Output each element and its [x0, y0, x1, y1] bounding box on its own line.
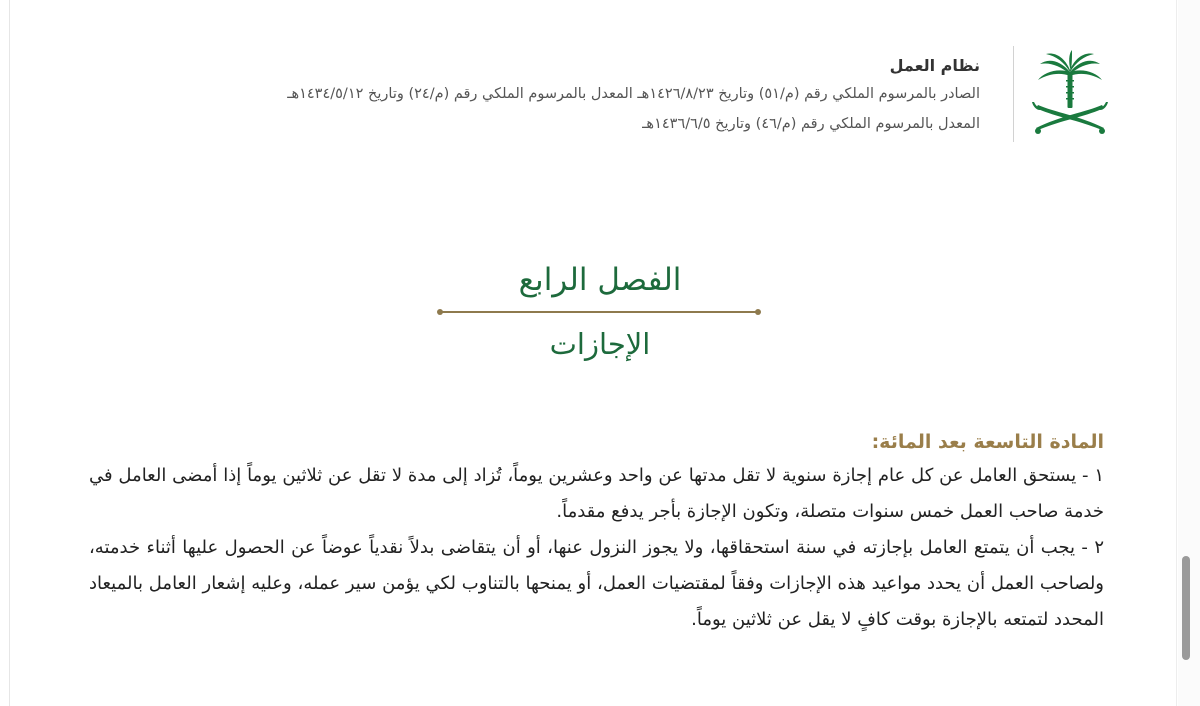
- law-title: نظام العمل: [889, 56, 980, 75]
- document-header: [80, 53, 980, 139]
- header-divider: [1013, 46, 1014, 142]
- article-heading: المادة التاسعة بعد المائة:: [871, 431, 1104, 453]
- scrollbar-thumb[interactable]: [1182, 556, 1190, 660]
- article-clause: ٢ - يجب أن يتمتع العامل بإجازته في سنة استحقاقها، ولا يجوز النزول عنها، أو أن يتقاضى بدلاً نقدياً عوضاً عن الحصول عليها أثناء خدمته، ولصاحب العمل أن يحدد مواعيد هذه الإجازات وفقاً لمقتضيات العمل، أو يمنحها بالتناوب لكي يؤمن سير عمله، وعليه إشعار العامل بالميعاد المحدد لتمتعه بالإجازة بوقت كافٍ لا يقل عن ثلاثين يوماً.: [89, 537, 1104, 630]
- chapter-title: الفصل الرابع: [518, 262, 682, 298]
- chapter-subtitle: الإجازات: [549, 327, 651, 361]
- saudi-emblem-icon: [1030, 50, 1110, 140]
- page-left-border: [9, 0, 10, 706]
- issuance-line: الصادر بالمرسوم الملكي رقم (م/٥١) وتاريخ ١٤٢٦/٨/٢٣هـ المعدل بالمرسوم الملكي رقم (م/٢٤) وتاريخ ١٤٣٤/٥/١٢هـ: [287, 86, 980, 102]
- amendment-line: المعدل بالمرسوم الملكي رقم (م/٤٦) وتاريخ ١٤٣٦/٦/٥هـ: [642, 116, 980, 132]
- chapter-divider: [440, 311, 758, 313]
- article-clause: ١ - يستحق العامل عن كل عام إجازة سنوية لا تقل مدتها عن واحد وعشرين يوماً، تُزاد إلى مدة لا تقل عن ثلاثين يوماً إذا أمضى العامل في خدمة صاحب العمل خمس سنوات متصلة، وتكون الإجازة بأجر يدفع مقدماً.: [89, 465, 1104, 522]
- page-right-border: [1176, 0, 1177, 706]
- article-section: [89, 426, 1104, 638]
